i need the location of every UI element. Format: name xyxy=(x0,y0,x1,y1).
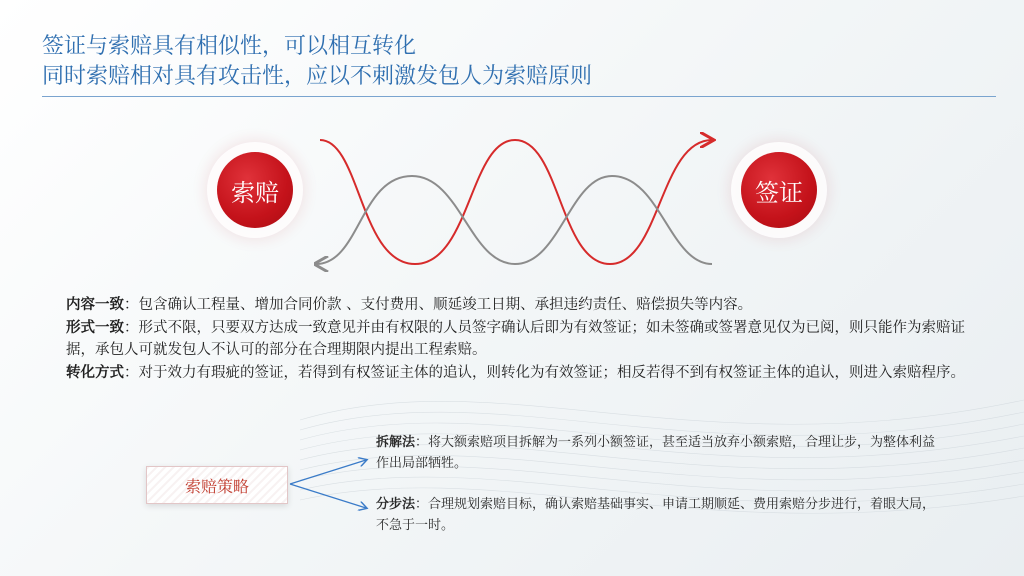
point-text: ：包含确认工程量、增加合同价款 、支付费用、顺延竣工日期、承担违约责任、赔偿损失等内容。 xyxy=(124,297,753,313)
title-line-2: 同时索赔相对具有攻击性，应以不刺激发包人为索赔原则 xyxy=(42,64,593,89)
point-label: 转化方式 xyxy=(66,364,124,381)
method-stepwise xyxy=(376,494,936,536)
method-label: 分步法 xyxy=(376,497,416,512)
point-text: ：对于效力有瑕疵的签证，若得到有权签证主体的追认，则转化为有效签证；相反若得不到有权签证主体的追认，则进入索赔程序。 xyxy=(124,364,965,381)
point-label: 内容一致 xyxy=(66,297,124,313)
point-text: ：形式不限，只要双方达成一致意见并由有权限的人员签字确认后即为有效签证；如未签确或签署意见仅为已阅，则只能作为索赔证据，承包人可就发包人不认可的部分在合理期限内提出工程索赔。 xyxy=(66,319,965,358)
claim-badge: 索赔 xyxy=(217,152,293,228)
method-decompose xyxy=(376,432,936,474)
method-text: ：将大额索赔项目拆解为一系列小额签证，甚至适当放弃小额索赔，合理让步，为整体利益作出局部牺牲。 xyxy=(376,435,936,471)
visa-badge: 签证 xyxy=(741,152,817,228)
method-label: 拆解法 xyxy=(376,435,416,450)
point-label: 形式一致 xyxy=(66,319,124,336)
strategy-box: 索赔策略 xyxy=(146,466,288,504)
method-text: ：合理规划索赔目标，确认索赔基础事实、申请工期顺延、费用索赔分步进行，着眼大局，不急于一时。 xyxy=(376,497,936,533)
title-line-1: 签证与索赔具有相似性，可以相互转化 xyxy=(42,34,417,59)
arrow-to-method-1 xyxy=(290,460,366,484)
arrow-to-method-2 xyxy=(290,484,366,508)
